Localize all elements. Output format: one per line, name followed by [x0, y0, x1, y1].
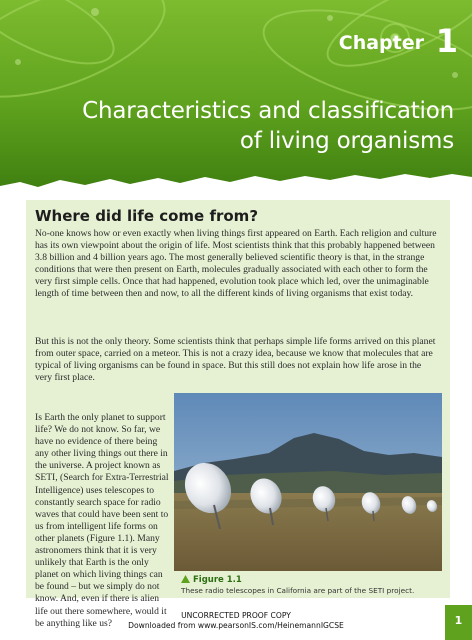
paragraph-seti: Is Earth the only planet to support life? We do not know. So far, we have no evidence of there being any other living things out there in the universe. A project known as SETI, (Search for Extra-Terrestrial Intelligence) uses telescopes to constantly search space for radio waves that could have been sent to us from intelligent life forms on other planets (Figure 1.1). Many astronomers think that it is very unlikely that Earth is the only planet on which living things can be found – but we simply do not know. And, even if there is alien life out there somewhere, would it be anything like us? [35, 412, 169, 629]
footer-proof-notice: UNCORRECTED PROOF COPY [181, 611, 291, 620]
chapter-title-line-1: Characteristics and classification [82, 98, 454, 124]
triangle-up-icon [181, 575, 190, 583]
page-number: 1 [454, 614, 463, 627]
section-heading: Where did life come from? [35, 207, 259, 225]
chapter-title-line-2: of living organisms [239, 128, 454, 154]
chapter-header-band [0, 0, 472, 190]
paragraph-outer-space-theory: But this is not the only theory. Some scientists think that perhaps simple life forms arrived on this planet from outer space, carried on a meteor. This is not a crazy idea, because we know that molecules that are typical of living organisms can be found in space. But this still does not explain how life arose in the very first place. [35, 336, 436, 384]
figure-caption: These radio telescopes in California are part of the SETI project. [181, 586, 415, 595]
torn-paper-edge [0, 168, 472, 198]
paragraph-origin-of-life: No-one knows how or even exactly when living things first appeared on Earth. Each religion and culture has its own viewpoint about the origin of life. Most scientists think that this probably happened between 3.8 billion and 4 billion years ago. The most generally believed scientific theory is that, in the strange conditions that were then present on Earth, molecules gradually associated with each other to form the very first simple cells. Once that had happened, evolution took place which led, over the unimaginable length of time between then and now, to all the different kinds of living organisms that exist today. [35, 228, 437, 300]
footer-download-link[interactable]: Downloaded from www.pearsonIS.com/HeinemannIGCSE [128, 621, 344, 630]
figure-label: Figure 1.1 [193, 575, 242, 585]
figure-radio-telescopes-photo [174, 393, 442, 571]
decorative-swirl-icon [0, 0, 472, 190]
chapter-number: 1 [435, 22, 458, 60]
chapter-label: Chapter [338, 32, 424, 54]
